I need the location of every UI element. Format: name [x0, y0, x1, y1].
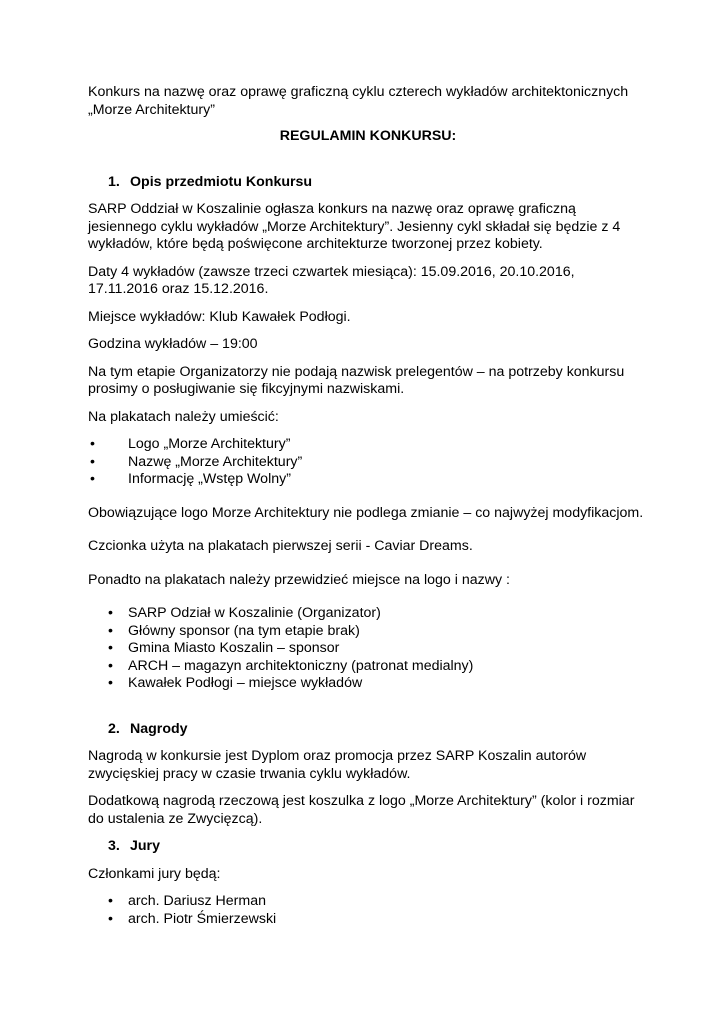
- section-2-paragraph: Dodatkową nagrodą rzeczową jest koszulka z logo „Morze Architektury” (kolor i rozmiar do ustalenia ze Zwycięzcą).: [88, 793, 635, 827]
- section-2-title: Nagrody: [130, 720, 188, 737]
- list-item: • arch. Dariusz Herman: [88, 893, 648, 911]
- section-2-heading: [88, 721, 648, 739]
- document-title: REGULAMIN KONKURSU:: [279, 128, 457, 144]
- list-item: • arch. Piotr Śmierzewski: [88, 911, 648, 929]
- jury-list: [88, 893, 648, 928]
- intro-line-2: „Morze Architektury”: [88, 101, 215, 118]
- section-3-number: 3.: [108, 838, 120, 854]
- section-3-heading: [88, 838, 648, 856]
- section-1-paragraph: Obowiązujące logo Morze Architektury nie podlega zmianie – co najwyżej modyfikacjom.: [88, 504, 644, 521]
- list-item: • ARCH – magazyn architektoniczny (patronat medialny): [88, 658, 648, 676]
- list-item: • Kawałek Podłogi – miejsce wykładów: [88, 675, 648, 693]
- list-item: • Informację „Wstęp Wolny”: [88, 471, 648, 489]
- section-2-paragraph: Nagrodą w konkursie jest Dyplom oraz promocja przez SARP Koszalin autorów zwycięskiej pracy w czasie trwania cyklu wykładów.: [88, 748, 587, 782]
- intro: [88, 84, 648, 119]
- list-item: • Logo „Morze Architektury”: [88, 436, 648, 454]
- section-1-number: 1.: [108, 173, 120, 190]
- list-item: • SARP Odział w Koszalinie (Organizator): [88, 605, 648, 623]
- section-3-title: Jury: [130, 838, 160, 854]
- section-1-paragraph: Ponadto na plakatach należy przewidzieć miejsce na logo i nazwy :: [88, 571, 510, 588]
- section-3-paragraph: Członkami jury będą:: [88, 865, 221, 882]
- section-1-heading: [88, 174, 648, 192]
- section-2-number: 2.: [108, 720, 120, 737]
- section-1-paragraph: Miejsce wykładów: Klub Kawałek Podłogi.: [88, 308, 351, 325]
- intro-line-1: Konkurs na nazwę oraz oprawę graficzną cyklu czterech wykładów architektonicznych: [88, 84, 629, 100]
- poster-requirements-list: [88, 436, 648, 489]
- section-1-paragraph: Daty 4 wykładów (zawsze trzeci czwartek miesiąca): 15.09.2016, 20.10.2016, 17.11.2016 oraz 15.12.2016.: [88, 263, 575, 297]
- logos-list: [88, 605, 648, 693]
- section-1-paragraph: Na plakatach należy umieścić:: [88, 408, 279, 425]
- section-1-paragraph: Na tym etapie Organizatorzy nie podają nazwisk prelegentów – na potrzeby konkursu prosimy o posługiwanie się fikcyjnymi nazwiskami.: [88, 363, 625, 397]
- section-1-paragraph: Czcionka użyta na plakatach pierwszej serii - Caviar Dreams.: [88, 538, 473, 554]
- list-item: • Gmina Miasto Koszalin – sponsor: [88, 640, 648, 658]
- list-item: • Nazwę „Morze Architektury”: [88, 454, 648, 472]
- document-page: [88, 84, 648, 944]
- section-1-title: Opis przedmiotu Konkursu: [130, 173, 313, 190]
- list-item: • Główny sponsor (na tym etapie brak): [88, 623, 648, 641]
- section-1-paragraph: SARP Oddział w Koszalinie ogłasza konkurs na nazwę oraz oprawę graficzną jesiennego cyklu wykładów „Morze Architektury”. Jesienny cykl składał się będzie z 4 wykładów, które będą poświęcone architekturze tworzonej przez kobiety.: [88, 201, 621, 252]
- section-1-paragraph: Godzina wykładów – 19:00: [88, 336, 258, 352]
